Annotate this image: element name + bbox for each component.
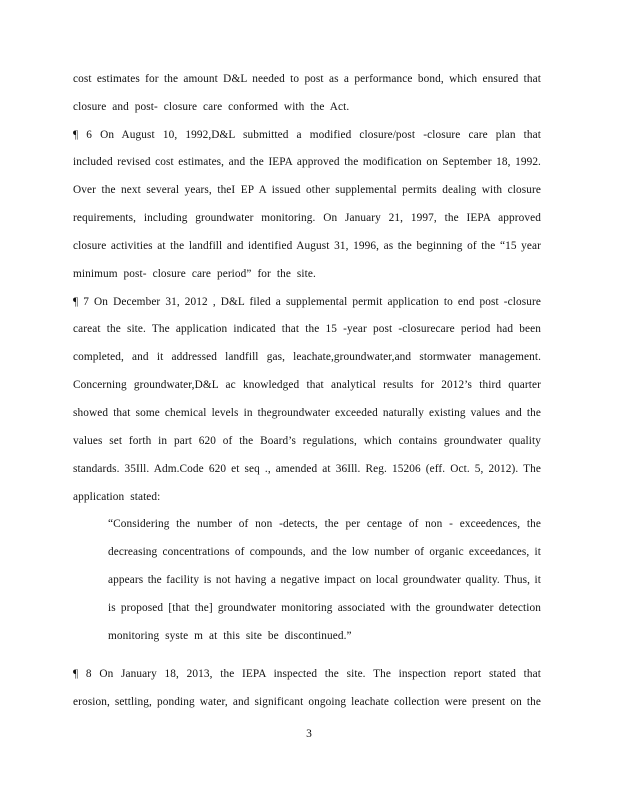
text-line: careat the site. The application indicated that the 15 -year post -closurecare period had been: [73, 323, 541, 335]
text-line: erosion, settling, ponding water, and significant ongoing leachate collection were present on the: [73, 696, 541, 708]
text-line: showed that some chemical levels in thegroundwater exceeded naturally existing values and the: [73, 407, 541, 419]
page-number: 3: [306, 728, 312, 740]
text-line: included revised cost estimates, and the IEPA approved the modification on September 18, 1992.: [73, 156, 541, 168]
quote-line: “Considering the number of non -detects, the per centage of non - exceedences, the: [108, 518, 541, 530]
quote-line: decreasing concentrations of compounds, and the low number of organic exceedances, it: [108, 546, 541, 558]
text-line: Over the next several years, theI EP A issued other supplemental permits dealing with closure: [73, 184, 541, 196]
text-line: Concerning groundwater,D&L ac knowledged that analytical results for 2012’s third quarter: [73, 379, 541, 391]
text-line: closure activities at the landfill and identified August 31, 1996, as the beginning of the “15 year: [73, 240, 541, 252]
text-line: ¶ 6 On August 10, 1992,D&L submitted a modified closure/post -closure care plan that: [73, 129, 541, 141]
text-line: closure and post- closure care conformed with the Act.: [73, 101, 350, 113]
text-line: ¶ 7 On December 31, 2012 , D&L filed a supplemental permit application to end post -closure: [73, 296, 541, 308]
text-line: application stated:: [73, 491, 161, 503]
quote-line: appears the facility is not having a negative impact on local groundwater quality. Thus, it: [108, 574, 541, 586]
text-line: standards. 35Ill. Adm.Code 620 et seq ., amended at 36Ill. Reg. 15206 (eff. Oct. 5, 2012). The: [73, 463, 541, 475]
text-line: completed, and it addressed landfill gas, leachate,groundwater,and stormwater management.: [73, 351, 541, 363]
quote-line: is proposed [that the] groundwater monitoring associated with the groundwater detection: [108, 602, 541, 614]
quote-line: monitoring syste m at this site be discontinued.”: [108, 630, 352, 642]
text-line: ¶ 8 On January 18, 2013, the IEPA inspected the site. The inspection report stated that: [73, 668, 541, 680]
text-line: cost estimates for the amount D&L needed to post as a performance bond, which ensured that: [73, 73, 541, 85]
text-line: requirements, including groundwater monitoring. On January 21, 1997, the IEPA approved: [73, 212, 541, 224]
text-line: minimum post- closure care period” for the site.: [73, 268, 316, 280]
text-line: values set forth in part 620 of the Board’s regulations, which contains groundwater quality: [73, 435, 541, 447]
